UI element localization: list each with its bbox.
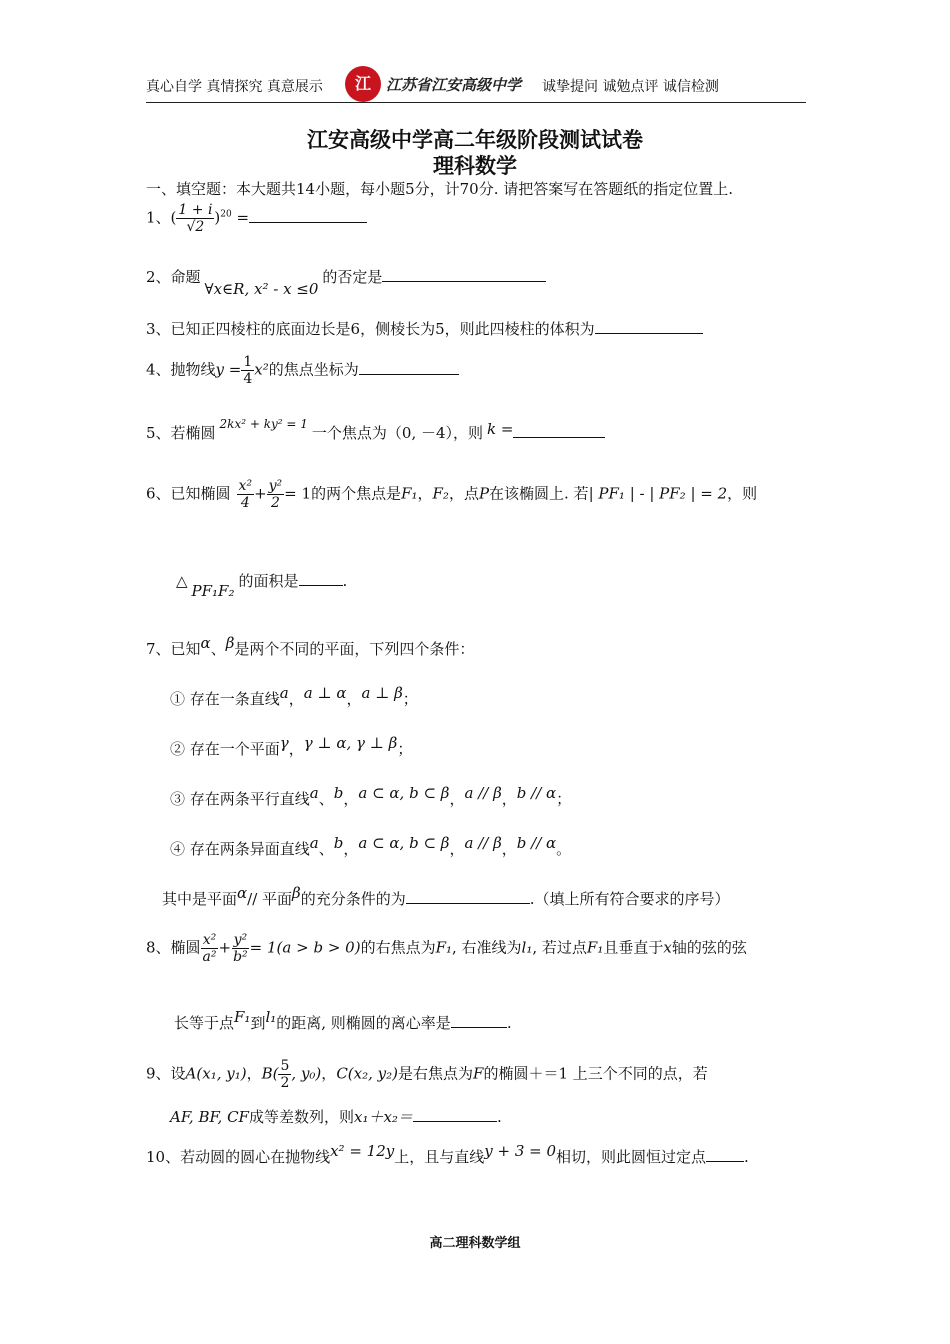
q8-l2b: 到 (250, 1014, 266, 1032)
q7-c3-sep: 、 (318, 790, 334, 808)
q7-ask-a: 其中是平面 (162, 890, 238, 908)
q7-c3-label: ③ 存在两条平行直线 (170, 790, 310, 808)
q9-F: F (473, 1064, 484, 1083)
question-4 (146, 354, 459, 387)
q7-c3-s3: ， (501, 790, 517, 808)
q6-text-2: ，点 (448, 484, 479, 503)
q5-answer-blank[interactable] (513, 423, 605, 438)
q10-end: . (744, 1148, 749, 1166)
q6-condition: | PF₁ | - | PF₂ | = 2 (588, 484, 728, 503)
q7-c2-f: γ (279, 734, 289, 752)
q7-c3-s1: ， (343, 790, 359, 808)
q8-number: 8、椭圆 (146, 938, 201, 957)
q6-F2: F₂ (432, 484, 449, 503)
q9-b: 是右焦点为 (398, 1064, 474, 1083)
q7-c3-f4: b // α (516, 784, 557, 802)
q7-c3-f3: a // β (464, 784, 502, 802)
q6-frac-y-den: 2 (270, 495, 280, 511)
q6-triangle-name: PF₁F₂ (191, 582, 235, 600)
q7-c4-s2: ， (449, 840, 465, 858)
q7-condition-4 (170, 834, 572, 859)
q7-ask (162, 884, 730, 909)
q7-tail: 是两个不同的平面，下列四个条件： (234, 640, 475, 658)
q7-c3-fb: b (333, 784, 344, 802)
q8-eq: = 1(a > b > 0) (249, 938, 361, 957)
q7-c4-s3: ， (501, 840, 517, 858)
q4-frac-num: 1 (243, 354, 253, 370)
q6-text-4: 的面积是 (238, 572, 299, 590)
question-8-line-2 (174, 1008, 512, 1033)
q8-l2c: 的距离, 则椭圆的离心率是 (276, 1014, 451, 1032)
q8-t4: 且垂直于 (603, 938, 664, 957)
q3-text: 3、已知正四棱柱的底面边长是6，侧棱长为5，则此四棱柱的体积为 (146, 320, 595, 338)
q6-plus: + (254, 484, 267, 503)
q6-answer-blank[interactable] (299, 571, 343, 586)
q8-x: x (663, 938, 672, 957)
q5-formula: 2kx² + ky² = 1 (219, 417, 308, 431)
q7-c1-s1: ， (288, 690, 304, 708)
q3-answer-blank[interactable] (595, 319, 703, 334)
q6-P: P (478, 484, 490, 503)
question-10 (146, 1142, 749, 1167)
exam-subtitle: 理科数学 (433, 154, 517, 178)
question-9 (146, 1058, 708, 1091)
q6-frac-y-num: y² (268, 478, 283, 494)
q10-a: 10、若动圆的圆心在抛物线 (146, 1148, 331, 1166)
q1-number: 1、 (146, 208, 171, 227)
q7-c1-f3: a ⊥ β (361, 684, 403, 702)
q1-fraction (176, 202, 214, 235)
q8-frac-y (231, 932, 250, 965)
q4-frac-den: 4 (243, 371, 253, 387)
q7-c4-end: 。 (556, 840, 572, 858)
header-right-motto: 诚挚提问 诚勉点评 诚信检测 (542, 79, 719, 95)
q8-answer-blank[interactable] (451, 1013, 507, 1028)
q8-frac-x-den: a² (202, 949, 217, 965)
q2-answer-blank[interactable] (382, 267, 546, 282)
q1-frac-den: √2 (186, 219, 205, 235)
page-footer: 高二理科数学组 (429, 1236, 521, 1251)
q6-frac-y (267, 478, 285, 511)
q7-c3-s2: ， (449, 790, 465, 808)
q4-answer-blank[interactable] (359, 360, 459, 375)
q7-condition-1 (170, 684, 418, 709)
q10-f2: y + 3 = 0 (484, 1142, 557, 1160)
q6-then: ，则 (727, 484, 758, 503)
q9-a: 9、设 (146, 1064, 186, 1083)
q6-sep: ， (417, 484, 433, 503)
q7-c2-f2: γ ⊥ α, γ ⊥ β (303, 734, 398, 752)
q8-t3: , 若过点 (532, 938, 587, 957)
q7-head: 7、已知 (146, 640, 201, 658)
q7-condition-3 (170, 784, 572, 809)
q6-F1: F₁ (401, 484, 418, 503)
q4-text: 的焦点坐标为 (268, 360, 359, 379)
q8-l2a: 长等于点 (174, 1014, 235, 1032)
q4-lhs: y = (215, 360, 242, 379)
q7-condition-2 (170, 734, 413, 759)
question-7 (146, 634, 475, 659)
q7-c4-f3: a // β (464, 834, 502, 852)
exam-title: 江安高级中学高二年级阶段测试试卷 (307, 128, 643, 152)
q1-equals: = (231, 208, 250, 227)
q7-c1-f: a (279, 684, 289, 702)
q9-C: C(x₂, y₂) (336, 1064, 398, 1083)
q2-formula: ∀x∈R, x² - x ≤0 (204, 280, 319, 298)
q8-end: . (506, 1014, 512, 1032)
q7-ask-beta: β (292, 884, 301, 902)
q9-B2: , y₀) (291, 1064, 322, 1083)
q10-b: 上，且与直线 (394, 1148, 485, 1166)
header-divider (146, 102, 806, 103)
header-left-motto: 真心自学 真情探究 真意展示 (146, 79, 323, 95)
q7-c4-sep: 、 (318, 840, 334, 858)
school-logo-icon: 江 (345, 66, 381, 102)
q4-fraction (241, 354, 254, 387)
q7-alpha: α (200, 634, 211, 652)
q8-frac-x (201, 932, 219, 965)
q6-frac-x (237, 478, 255, 511)
q9-l2: AF, BF, CF (170, 1108, 249, 1126)
q5-k: k = (487, 420, 514, 438)
q7-c1-s2: ， (346, 690, 362, 708)
q10-c: 相切，则此圆恒过定点 (556, 1148, 707, 1166)
q9-end: . (496, 1108, 502, 1126)
q7-answer-blank[interactable] (406, 889, 530, 904)
q7-ask-b: 的充分条件的为 (300, 890, 406, 908)
question-9-line-2 (170, 1106, 502, 1127)
q8-frac-y-den: b² (233, 949, 248, 965)
q7-c2-s1: ， (288, 740, 304, 758)
q6-frac-x-num: x² (238, 478, 253, 494)
q10-f1: x² = 12y (330, 1142, 395, 1160)
triangle-icon: △ (176, 572, 188, 590)
q7-c3-f: a (309, 784, 319, 802)
q9-frac-num: 5 (280, 1058, 290, 1074)
q9-c: 的椭圆＋＝1 上三个不同的点，若 (483, 1064, 708, 1083)
q9-A: A(x₁, y₁) (185, 1064, 247, 1083)
q8-F1: F₁ (435, 938, 452, 957)
q7-ask-c: .（填上所有符合要求的序号） (529, 890, 730, 908)
q9-frac-den: 2 (280, 1075, 290, 1091)
q9-frac (278, 1058, 291, 1091)
section-instructions: 一、填空题：本大题共14小题，每小题5分，计70分. 请把答案写在答题纸的指定位置上. (146, 180, 734, 198)
q1-answer-blank[interactable] (249, 208, 367, 223)
q8-t5: 轴的弦的弦 (671, 938, 747, 957)
q9-B1: B( (261, 1064, 279, 1083)
question-6 (146, 478, 757, 511)
q9-l2c: x₁＋x₂＝ (353, 1108, 413, 1126)
q1-exponent: 20 (220, 209, 232, 220)
question-2 (146, 266, 546, 298)
q6-number: 6、已知椭圆 (146, 484, 231, 503)
school-logo-text: 江苏省江安高级中学 (386, 76, 522, 94)
q8-t2: , 右准线为 (452, 938, 522, 957)
q7-c1-end: ； (402, 690, 418, 708)
q6-frac-x-den: 4 (240, 495, 250, 511)
q4-number: 4、抛物线 (146, 360, 216, 379)
q2-number: 2、命题 (146, 268, 201, 286)
q6-eq: = 1 (284, 484, 312, 503)
q6-text-3: 在该椭圆上. 若 (489, 484, 589, 503)
q8-l2l: l₁ (265, 1008, 277, 1026)
q9-answer-blank[interactable] (413, 1107, 497, 1122)
q7-c2-label: ② 存在一个平面 (170, 740, 280, 758)
q6-text-1: 的两个焦点是 (311, 484, 402, 503)
question-5 (146, 417, 605, 443)
q8-F1b: F₁ (586, 938, 604, 957)
q7-c3-f2: a ⊂ α, b ⊂ β (358, 784, 450, 802)
q5-text: 一个焦点为（0, －4），则 (311, 424, 484, 442)
q6-end: . (342, 572, 348, 590)
question-8 (146, 932, 747, 965)
q7-c4-fb: b (333, 834, 344, 852)
header-bar (146, 70, 806, 104)
q7-c4-f: a (309, 834, 319, 852)
q7-sep: 、 (210, 640, 226, 658)
q9-l2b: 成等差数列，则 (248, 1108, 354, 1126)
q8-t1: 的右焦点为 (360, 938, 436, 957)
q7-c4-f2: a ⊂ α, b ⊂ β (358, 834, 450, 852)
question-1 (146, 202, 367, 235)
q1-paren-left: ( (170, 208, 177, 227)
q9-s2: ， (321, 1064, 337, 1083)
q8-l2F: F₁ (234, 1008, 251, 1026)
q4-rhs: x² (254, 360, 269, 379)
q7-c2-end: ； (397, 740, 413, 758)
q2-text: 的否定是 (322, 268, 383, 286)
q7-c1-label: ① 存在一条直线 (170, 690, 280, 708)
q10-answer-blank[interactable] (706, 1147, 744, 1162)
q7-c4-s1: ， (343, 840, 359, 858)
q1-paren-right: ) (214, 208, 221, 227)
q7-c1-f2: a ⊥ α (303, 684, 347, 702)
q7-c3-end: ； (556, 790, 572, 808)
q9-s1: ， (246, 1064, 262, 1083)
q7-ask-alpha: α (237, 884, 248, 902)
question-6-line-2 (176, 570, 348, 600)
question-3 (146, 318, 703, 339)
q8-plus: + (218, 938, 232, 957)
q7-ask-par: // 平面 (247, 890, 293, 908)
q7-c4-f4: b // α (516, 834, 557, 852)
q7-c4-label: ④ 存在两条异面直线 (170, 840, 310, 858)
q5-number: 5、若椭圆 (146, 424, 216, 442)
q8-frac-x-num: x² (202, 932, 217, 948)
q8-l1: l₁ (521, 938, 533, 957)
q8-frac-y-num: y² (233, 932, 248, 948)
q1-frac-num: 1 + i (178, 202, 213, 218)
q7-beta: β (225, 634, 235, 652)
